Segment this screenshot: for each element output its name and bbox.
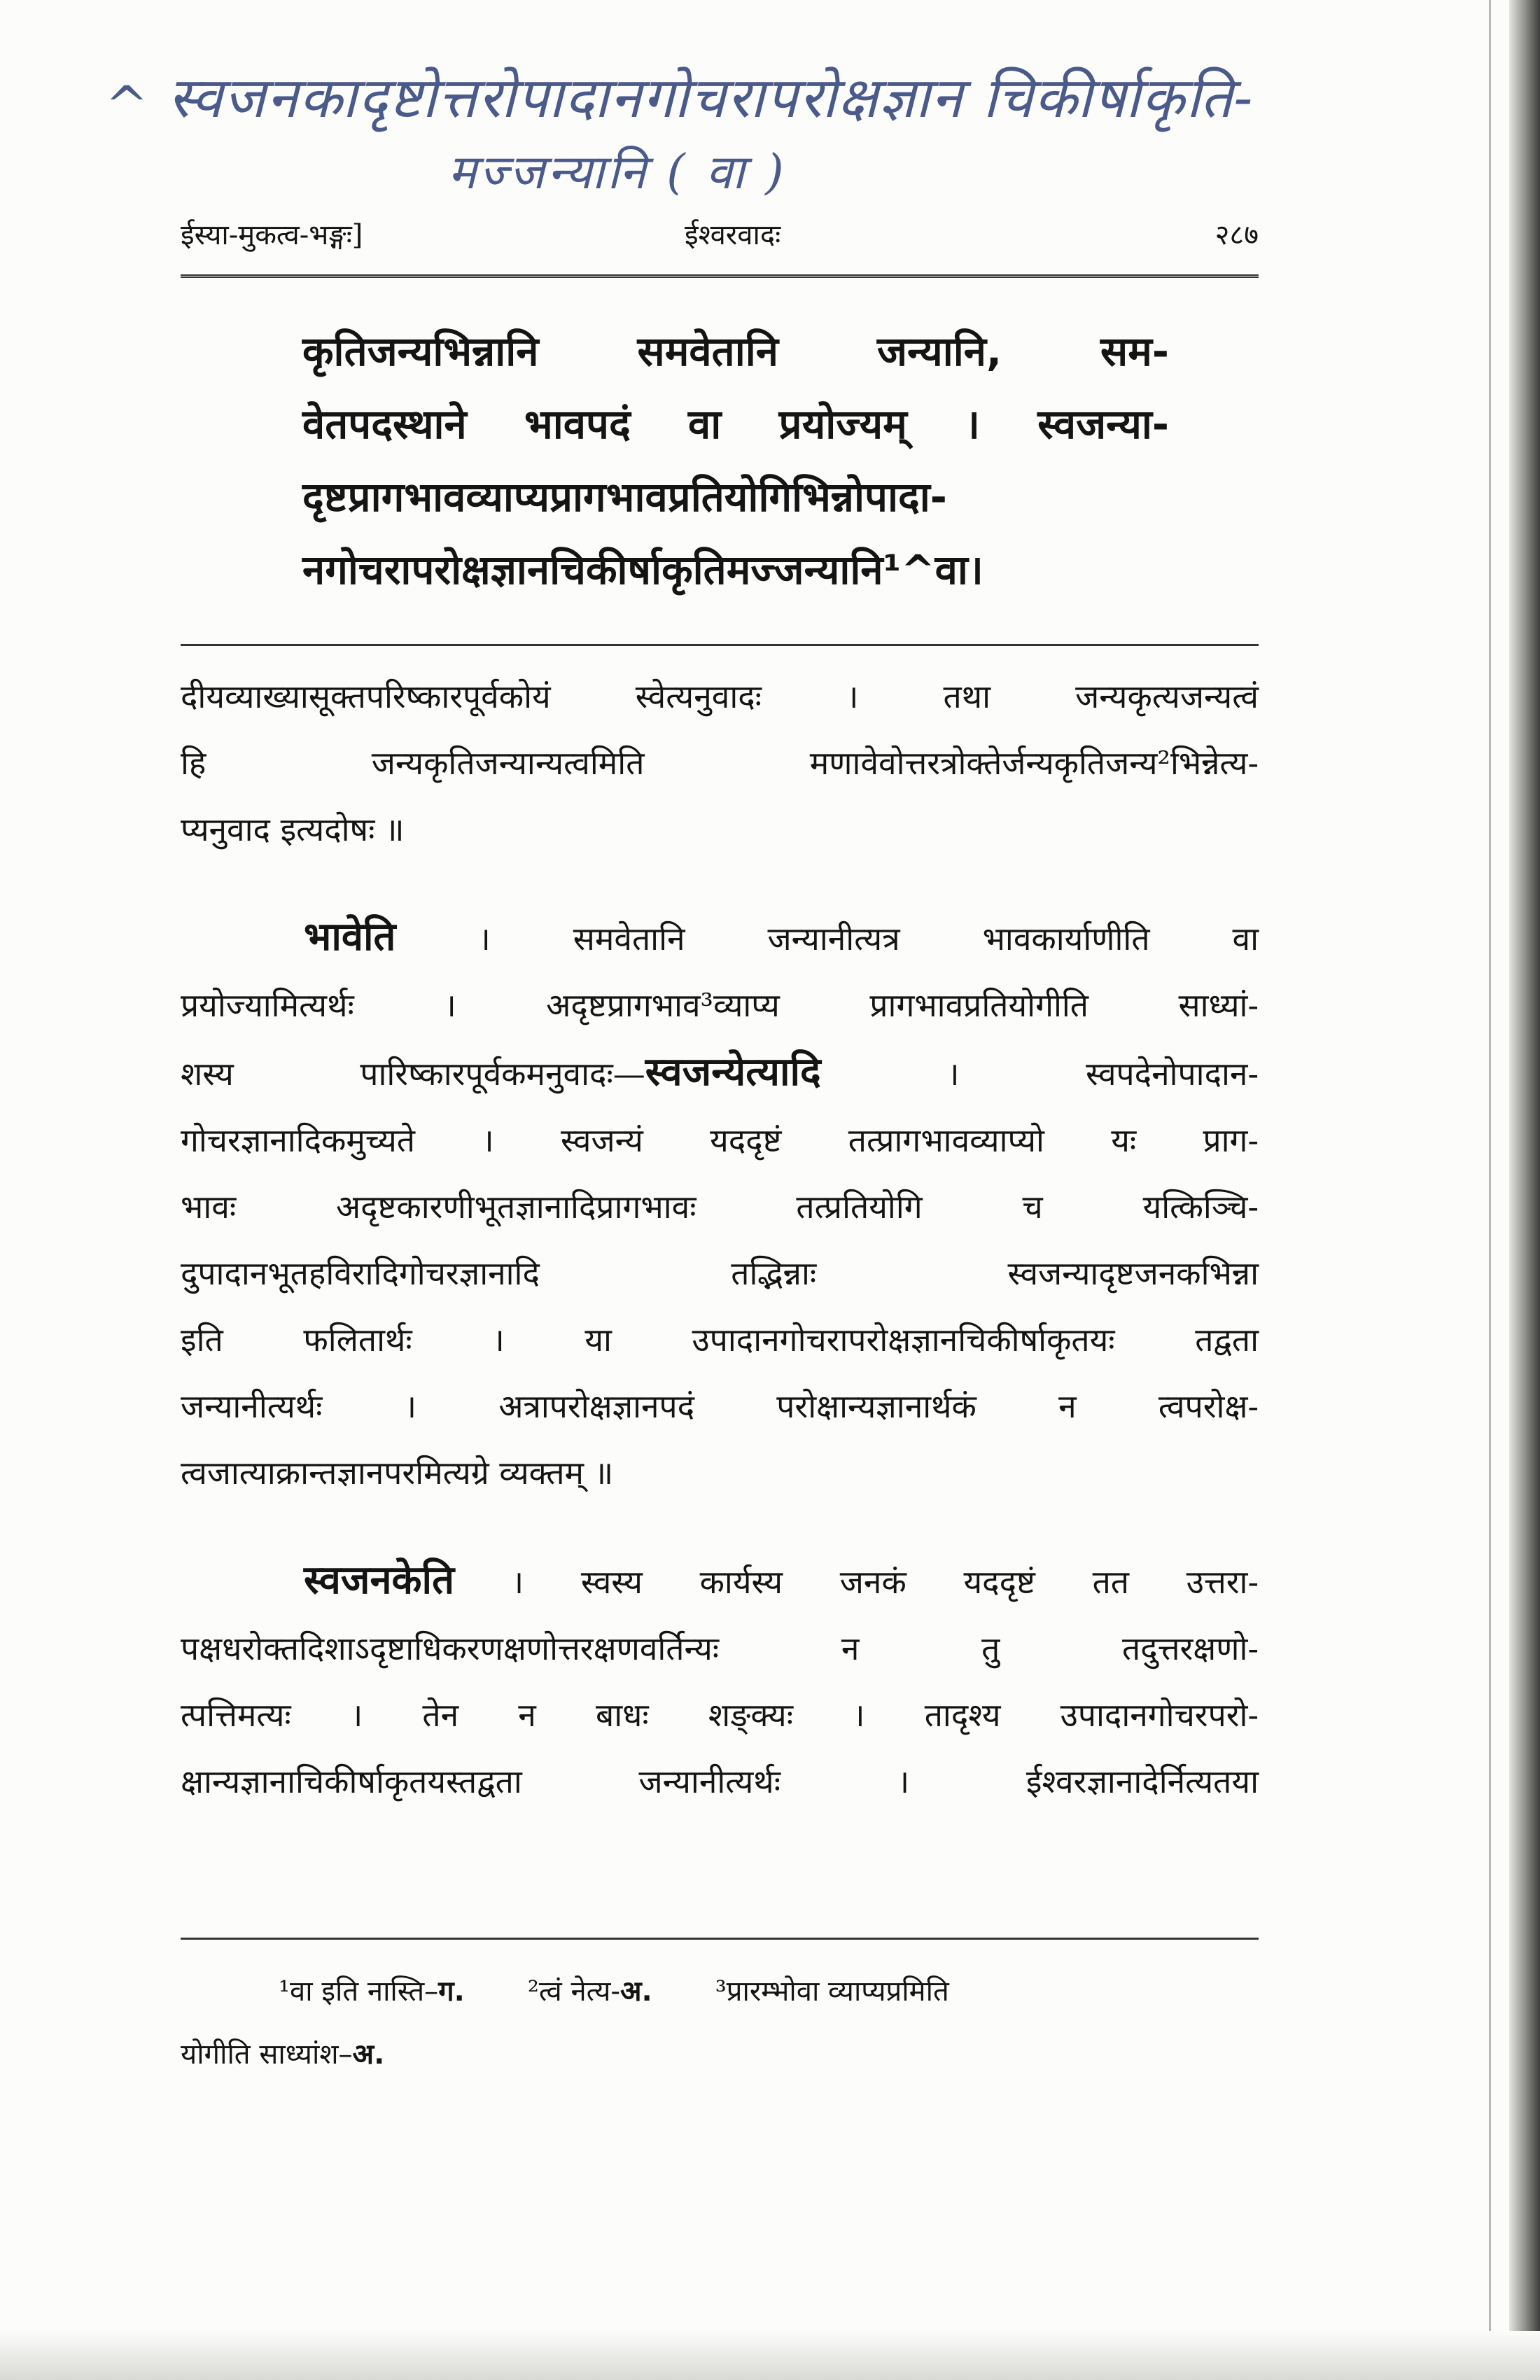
commentary-line — [181, 1039, 1259, 1107]
root-text-block — [302, 315, 1169, 606]
root-text-rule — [181, 644, 1259, 646]
commentary-text: । स्वपदेनोपादान- — [820, 1055, 1259, 1093]
lemma-heading: स्वजन्येत्यादि — [645, 1049, 821, 1095]
commentary-line: हि जन्यकृतिजन्यान्यत्वमिति मणावेवोत्तरत्रोक्तेर्जन्यकृतिजन्य²भिन्नेत्य- — [181, 744, 1259, 782]
commentary-paragraph-1 — [181, 664, 1259, 863]
footnote-1 — [181, 1960, 465, 2023]
footnote-text: ¹वा इति नास्ति– — [279, 1975, 439, 2008]
footnotes — [181, 1960, 1259, 2086]
footnote-2 — [465, 1960, 652, 2023]
commentary-line — [181, 904, 1259, 972]
commentary-line: गोचरज्ञानादिकमुच्यते । स्वजन्यं यददृष्टं तत्प्रागभावव्याप्यो यः प्राग- — [181, 1121, 1259, 1159]
footnote-3: ³प्रारम्भोवा व्याप्यप्रमिति — [715, 1975, 949, 2008]
footnote-line-1 — [181, 1960, 1259, 2023]
header-double-rule — [181, 274, 1259, 278]
commentary-paragraph-2 — [181, 904, 1259, 1506]
running-header — [181, 203, 1259, 256]
commentary-block — [181, 664, 1259, 1815]
binding-shadow-line — [1489, 0, 1491, 2380]
footnote-source: अ. — [620, 1975, 652, 2008]
commentary-line: दीयव्याख्यासूक्तपरिष्कारपूर्वकोयं स्वेत्यनुवादः । तथा जन्यकृत्यजन्यत्वं — [181, 678, 1259, 715]
root-text-line-3: दृष्टप्रागभावव्याप्यप्रागभावप्रतियोगिभिन्नोपादा- — [302, 473, 947, 521]
footnote-source: ग. — [438, 1975, 465, 2008]
root-text-line-4: नगोचरापरोक्षज्ञानचिकीर्षाकृतिमज्जन्यानि¹^वा। — [302, 546, 983, 594]
lemma-heading: स्वजनकेति — [304, 1558, 454, 1603]
page-number: २८७ — [1214, 219, 1259, 251]
commentary-line: जन्यानीत्यर्थः । अत्रापरोक्षज्ञानपदं परोक्षान्यज्ञानार्थकं न त्वपरोक्ष- — [181, 1387, 1259, 1425]
footnote-rule — [181, 1938, 1259, 1940]
footnote-text: योगीति साध्यांश– — [181, 2038, 353, 2071]
commentary-line — [181, 1547, 1259, 1616]
page-bottom-edge — [0, 2331, 1540, 2380]
book-binding-edge — [1509, 0, 1540, 2380]
commentary-line: त्पत्तिमत्यः । तेन न बाधः शङ्क्यः । तादृश्य उपादानगोचरपरो- — [181, 1696, 1259, 1734]
commentary-text: । स्वस्य कार्यस्य जनकं यददृष्टं तत उत्तरा- — [454, 1563, 1259, 1601]
commentary-line: पक्षधरोक्तदिशाऽदृष्टाधिकरणक्षणोत्तरक्षणवर्तिन्यः न तु तदुत्तरक्षणो- — [181, 1630, 1259, 1667]
lemma-heading: भावेति — [304, 914, 396, 960]
commentary-line: भावः अदृष्टकारणीभूतज्ञानादिप्रागभावः तत्प्रतियोगि च यत्किञ्चि- — [181, 1188, 1259, 1226]
handwritten-note-line-2: मज्जन्यानि ( वा ) — [448, 145, 787, 200]
root-text-line-2: वेतपदस्थाने भावपदं वा प्रयोज्यम् । स्वजन्या- — [302, 400, 1169, 448]
commentary-line: दुपादानभूतहविरादिगोचरज्ञानादि तद्भिन्नाः स्वजन्यादृष्टजनकभिन्ना — [181, 1254, 1259, 1292]
running-header-title: ईश्वरवादः — [685, 219, 781, 251]
commentary-line: प्यनुवाद इत्यदोषः ॥ — [181, 811, 405, 848]
handwritten-note-line-1: स्वजनकादृष्टोत्तरोपादानगोचरापरोक्षज्ञान चिकीर्षाकृति- — [168, 65, 1254, 130]
running-header-section: ईस्या-मुकत्व-भङ्गः] — [181, 219, 363, 251]
root-text-line-1: कृतिजन्यभिन्नानि समवेतानि जन्यानि, सम- — [302, 328, 1169, 375]
commentary-line: त्वजात्याक्रान्तज्ञानपरमित्यग्रे व्यक्तम् ॥ — [181, 1454, 614, 1492]
commentary-line: इति फलितार्थः । या उपादानगोचरापरोक्षज्ञानचिकीर्षाकृतयः तद्वता — [181, 1321, 1259, 1359]
commentary-paragraph-3 — [181, 1547, 1259, 1815]
handwritten-insertion-mark: ^ — [105, 76, 149, 136]
commentary-line: क्षान्यज्ञानाचिकीर्षाकृतयस्तद्वता जन्यानीत्यर्थः । ईश्वरज्ञानादेर्नित्यतया — [181, 1763, 1259, 1800]
footnote-text: ²त्वं नेत्य- — [527, 1975, 620, 2008]
commentary-line: प्रयोज्यामित्यर्थः । अदृष्टप्रागभाव³व्याप्य प्रागभावप्रतियोगीति साध्यां- — [181, 986, 1259, 1024]
footnote-line-2 — [181, 2023, 1259, 2086]
commentary-text: । समवेतानि जन्यानीत्यत्र भावकार्याणीति वा — [396, 920, 1259, 958]
commentary-text: शस्य पारिष्कारपूर्वकमनुवादः— — [181, 1055, 645, 1093]
footnote-source: अ. — [352, 2038, 385, 2071]
